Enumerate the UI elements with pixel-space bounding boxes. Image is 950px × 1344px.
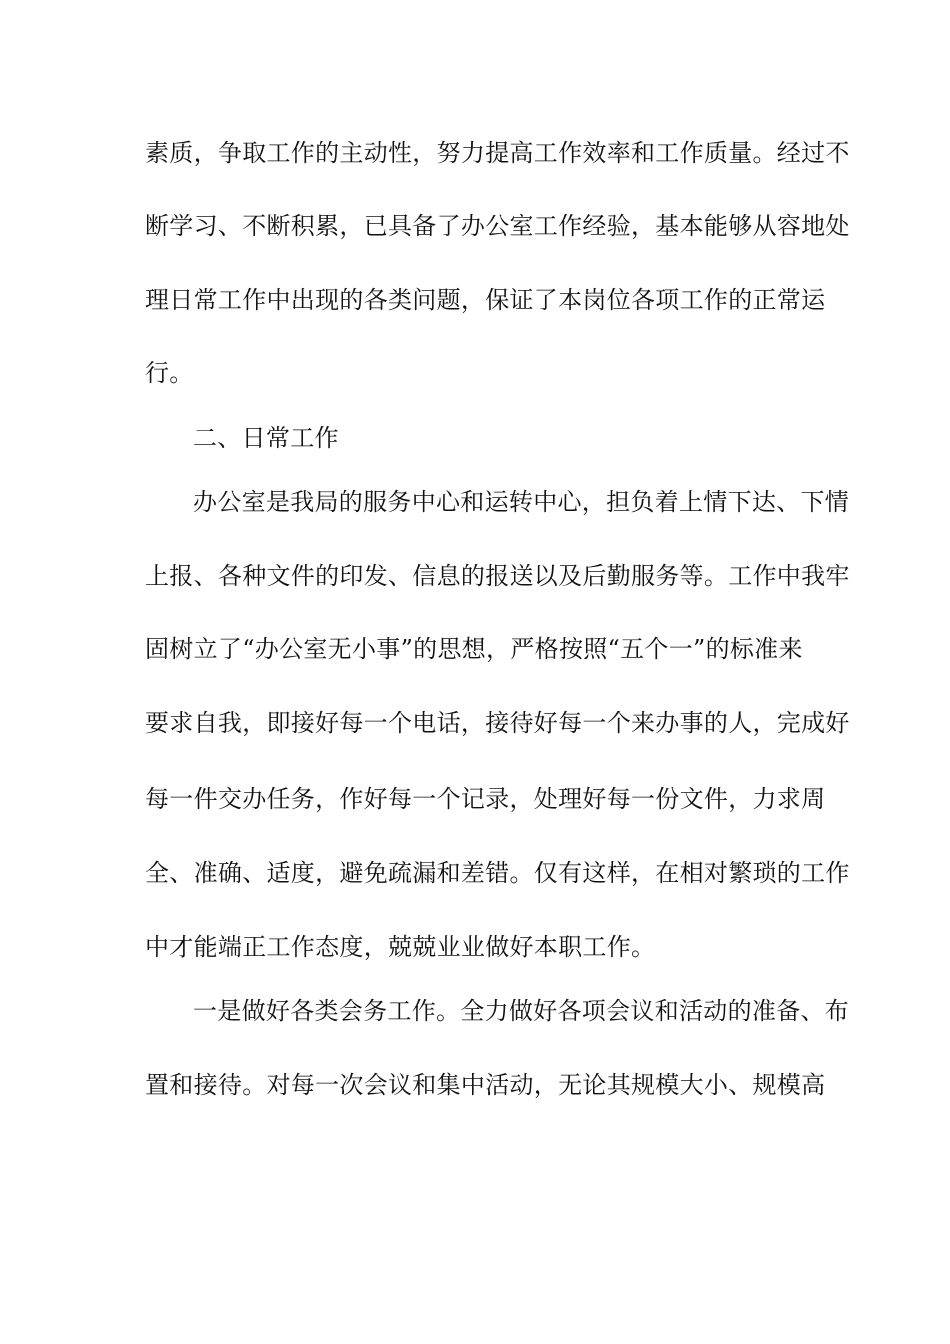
text-line: 要求自我，即接好每一个电话，接待好每一个来办事的人，完成好 — [145, 709, 850, 737]
text-line: 全、准确、适度，避免疏漏和差错。仅有这样，在相对繁琐的工作 — [145, 859, 850, 887]
text-line: 断学习、不断积累，已具备了办公室工作经验，基本能够从容地处 — [145, 212, 850, 240]
text-line: 中才能端正工作态度，兢兢业业做好本职工作。 — [145, 933, 656, 961]
paragraph-first-line: 办公室是我局的服务中心和运转中心，担负着上情下达、下情 — [193, 488, 850, 516]
text-line: 上报、各种文件的印发、信息的报送以及后勤服务等。工作中我牢 — [145, 562, 850, 590]
text-line: 素质，争取工作的主动性，努力提高工作效率和工作质量。经过不 — [145, 139, 850, 167]
text-line: 固树立了“办公室无小事”的思想，严格按照“五个一”的标准来 — [145, 635, 803, 663]
text-line: 置和接待。对每一次会议和集中活动，无论其规模大小、规模高 — [145, 1071, 826, 1099]
text-line: 行。 — [145, 359, 194, 387]
paragraph-first-line: 一是做好各类会务工作。全力做好各项会议和活动的准备、布 — [193, 997, 850, 1025]
text-line: 理日常工作中出现的各类问题，保证了本岗位各项工作的正常运 — [145, 286, 826, 314]
text-line: 每一件交办任务，作好每一个记录，处理好每一份文件，力求周 — [145, 785, 826, 813]
section-heading: 二、日常工作 — [193, 424, 339, 452]
